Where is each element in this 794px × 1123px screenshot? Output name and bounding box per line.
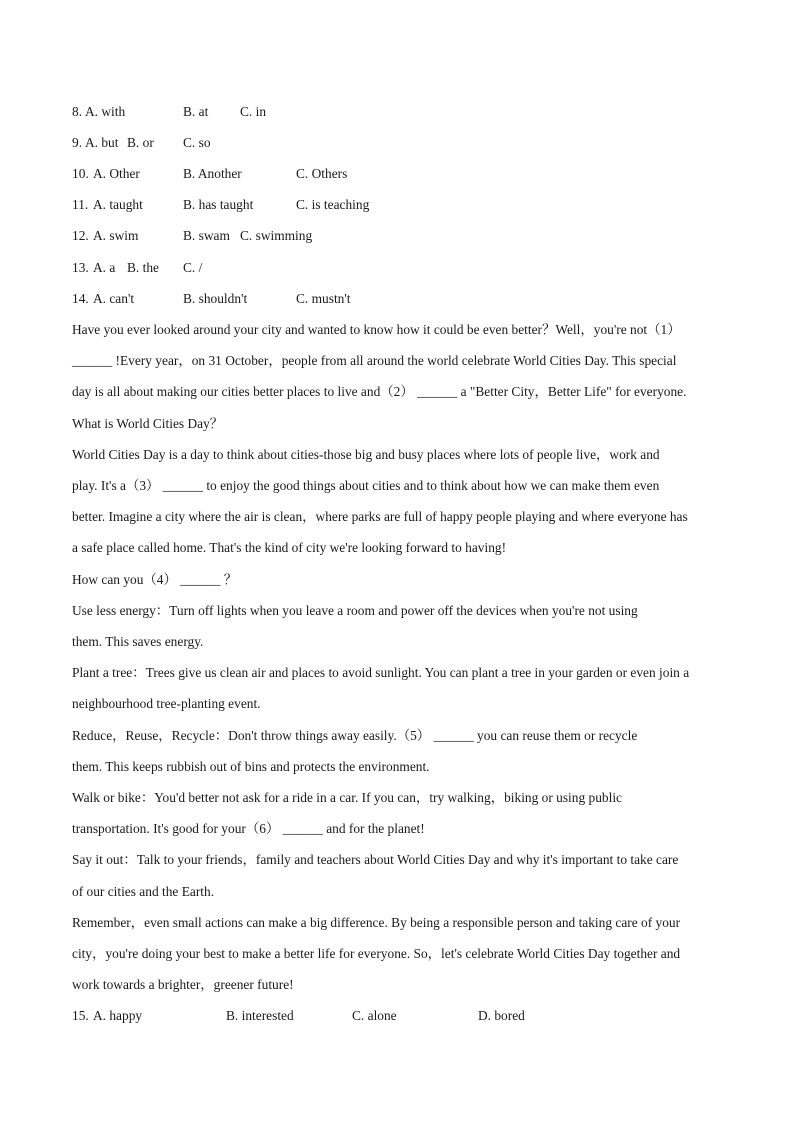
passage-line: work towards a brighter，greener future! [72, 977, 294, 992]
option-b: B. interested [226, 1008, 294, 1023]
option-c: C. is teaching [296, 197, 370, 212]
passage-heading: How can you（4） ______ ？ [72, 572, 238, 587]
question-number: 15. [72, 1008, 89, 1023]
passage-line: city，you're doing your best to make a better life for everyone. So，let's celebrate World Cities Day together and [72, 946, 681, 961]
question-number: 11. [72, 197, 89, 212]
question-number: 12. [72, 228, 89, 243]
option-a: A. taught [93, 197, 143, 212]
option-a: A. a [93, 260, 116, 275]
passage-line: them. This saves energy. [72, 634, 204, 649]
option-b: B. shouldn't [183, 291, 248, 306]
option-a: A. can't [93, 291, 135, 306]
option-d: D. bored [478, 1008, 525, 1023]
passage-line: ______ !Every year，on 31 October，people from all around the world celebrate World Cities Day. This special [72, 353, 677, 368]
option-b: B. the [127, 260, 159, 275]
passage-line: them. This keeps rubbish out of bins and protects the environment. [72, 759, 430, 774]
passage-heading: What is World Cities Day？ [72, 416, 224, 431]
passage-line: Remember，even small actions can make a big difference. By being a responsible person and taking care of your [72, 915, 681, 930]
passage-line: World Cities Day is a day to think about cities-those big and busy places where lots of people live，work and [72, 447, 660, 462]
passage-line: Have you ever looked around your city and wanted to know how it could be even better？Well，you're not（1） [72, 322, 681, 337]
question-number: 14. [72, 291, 89, 306]
question-number: 10. [72, 166, 89, 181]
option-b: B. has taught [183, 197, 254, 212]
option-c: C. Others [296, 166, 348, 181]
passage-line: day is all about making our cities better places to live and（2） ______ a "Better City，Better Life" for everyone. [72, 384, 687, 399]
option-b: B. or [127, 135, 154, 150]
option-a: A. but [85, 135, 119, 150]
question-number: 8. [72, 104, 83, 119]
option-c: C. alone [352, 1008, 397, 1023]
option-c: C. in [240, 104, 267, 119]
option-c: C. / [183, 260, 203, 275]
question-number: 13. [72, 260, 89, 275]
question-number: 9. [72, 135, 83, 150]
option-c: C. so [183, 135, 211, 150]
passage-line: a safe place called home. That's the kind of city we're looking forward to having! [72, 540, 507, 555]
passage-line: Reduce，Reuse，Recycle：Don't throw things away easily.（5） ______ you can reuse them or recycle [72, 728, 638, 743]
option-b: B. Another [183, 166, 242, 181]
passage-line: play. It's a（3） ______ to enjoy the good things about cities and to think about how we can make them even [72, 478, 660, 493]
option-a: A. with [85, 104, 126, 119]
option-c: C. swimming [240, 228, 313, 243]
passage-line: Plant a tree：Trees give us clean air and places to avoid sunlight. You can plant a tree in your garden or even join a [72, 665, 690, 680]
option-a: A. happy [93, 1008, 143, 1023]
passage-line: better. Imagine a city where the air is clean，where parks are full of happy people playing and where everyone has [72, 509, 688, 524]
option-b: B. at [183, 104, 209, 119]
passage-line: Use less energy：Turn off lights when you leave a room and power off the devices when you're not using [72, 603, 638, 618]
passage-line: of our cities and the Earth. [72, 884, 215, 899]
option-b: B. swam [183, 228, 230, 243]
option-a: A. swim [93, 228, 139, 243]
passage-line: transportation. It's good for your（6） ______ and for the planet! [72, 821, 425, 836]
passage-line: Say it out：Talk to your friends，family and teachers about World Cities Day and why it's important to take care [72, 852, 679, 867]
passage-line: neighbourhood tree-planting event. [72, 696, 261, 711]
passage-line: Walk or bike：You'd better not ask for a ride in a car. If you can，try walking，biking or using public [72, 790, 622, 805]
option-a: A. Other [93, 166, 140, 181]
option-c: C. mustn't [296, 291, 351, 306]
